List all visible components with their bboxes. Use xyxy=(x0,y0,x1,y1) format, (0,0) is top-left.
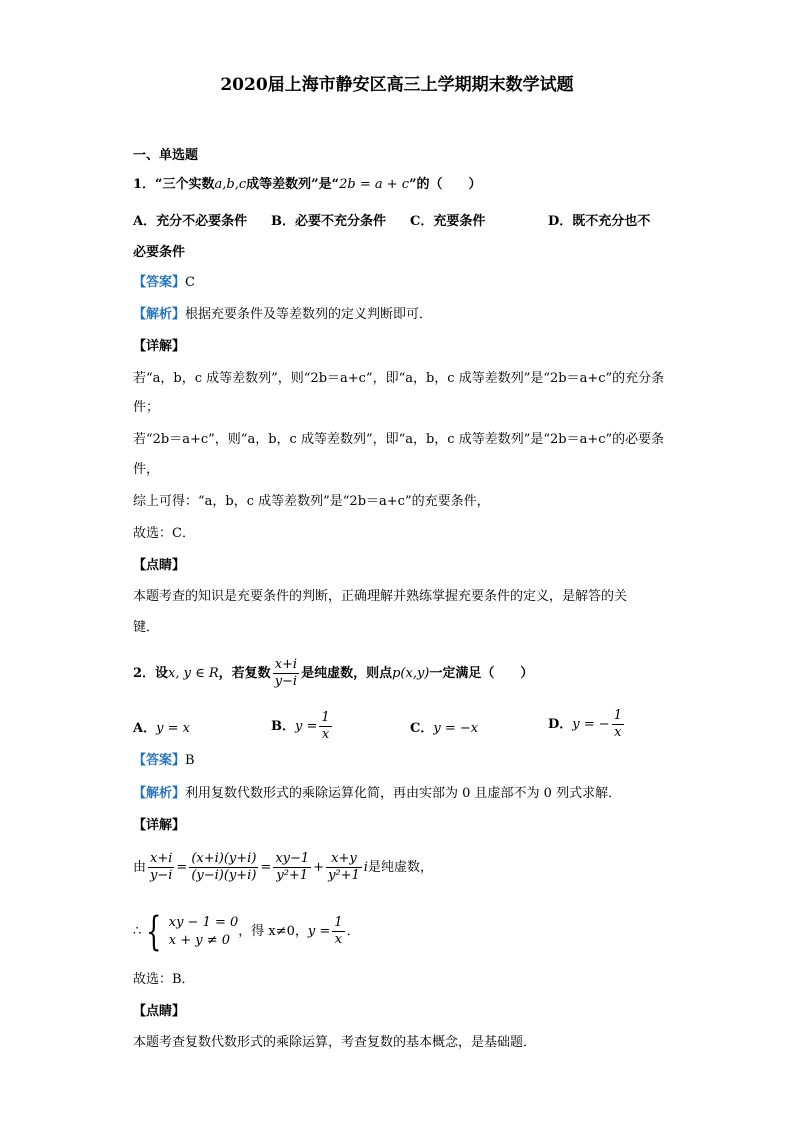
question-1-note-heading: 【点睛】 xyxy=(133,558,186,573)
question-2-option-b: B．y = $\frac{1}{x}$ xyxy=(271,710,330,742)
question-1-choice: 故选：C． xyxy=(133,526,195,541)
page-title: 2020届上海市静安区高三上学期期末数学试题 xyxy=(220,75,574,95)
question-2-option-a: A．y = x xyxy=(133,721,190,736)
question-2-fraction: $\frac{x+i}{y-i}$ xyxy=(274,657,298,689)
question-1-detail-heading: 【详解】 xyxy=(133,339,186,354)
section-heading: 一、单选题 xyxy=(133,148,199,163)
question-1-answer: 【答案】C xyxy=(133,275,195,290)
question-1-option-a: A．充分不必要条件 xyxy=(133,214,248,229)
question-2-system: ∴ { xy − 1 = 0 x + y ≠ 0 ，得 x≠0，y = $\frac{1}{x}$ ． xyxy=(133,908,360,955)
question-2-choice: 故选：B． xyxy=(133,972,195,987)
question-1-note-line-1: 本题考查的知识是充要条件的判断，正确理解并熟练掌握充要条件的定义，是解答的关 xyxy=(133,589,628,604)
question-1-detail-line-3: 综上可得：“a，b，c 成等差数列”是“2b＝a+c”的充要条件， xyxy=(133,494,490,509)
question-1-option-c: C．充要条件 xyxy=(410,214,486,229)
question-1-analysis: 【解析】根据充要条件及等差数列的定义判断即可． xyxy=(133,307,433,322)
question-1-note-line-2: 键． xyxy=(133,620,160,635)
question-2-equation: 由 $\frac{x+i}{y-i}$ = $\frac{(x+i)(y+i)}{(y-i)(y+i)}$ = $\frac{xy-1}{\text{y²+1}}$ + $\frac{x+y}{\text{y²+1}}$ i是纯虚数， xyxy=(133,851,433,883)
question-1-detail-line-1b: 件； xyxy=(133,400,160,415)
question-1-detail-line-2b: 件， xyxy=(133,462,160,477)
question-2-answer: 【答案】B xyxy=(133,753,195,768)
question-1-option-d: D．既不充分也不 xyxy=(548,214,651,229)
question-1-option-d-cont: 必要条件 xyxy=(133,245,186,260)
question-1-detail-line-1: 若“a，b，c 成等差数列”，则“2b＝a+c”，即“a，b，c 成等差数列”是“2b＝a+c”的充分条 xyxy=(133,371,665,386)
question-1-stem: 1．“三个实数a,b,c成等差数列”是“2b = a + c”的（ ） xyxy=(133,177,482,192)
question-2-stem: 2．设x, y ∈ R，若复数 $\frac{x+i}{y-i}$ 是纯虚数，则点p(x,y)一定满足（ ） xyxy=(133,657,534,689)
question-2-detail-heading: 【详解】 xyxy=(133,818,186,833)
question-2-option-d: D．y = − $\frac{1}{x}$ xyxy=(548,708,622,740)
question-2-analysis: 【解析】利用复数代数形式的乘除运算化简，再由实部为 0 且虚部不为 0 列式求解． xyxy=(133,786,622,801)
question-1-option-b: B．必要不充分条件 xyxy=(271,214,386,229)
question-2-option-c: C．y = −x xyxy=(410,721,479,736)
question-1-detail-line-2: 若“2b＝a+c”，则“a，b，c 成等差数列”，即“a，b，c 成等差数列”是“2b＝a+c”的必要条 xyxy=(133,432,665,447)
question-2-note-line-1: 本题考查复数代数形式的乘除运算，考查复数的基本概念，是基础题． xyxy=(133,1035,537,1050)
question-2-note-heading: 【点睛】 xyxy=(133,1004,186,1019)
